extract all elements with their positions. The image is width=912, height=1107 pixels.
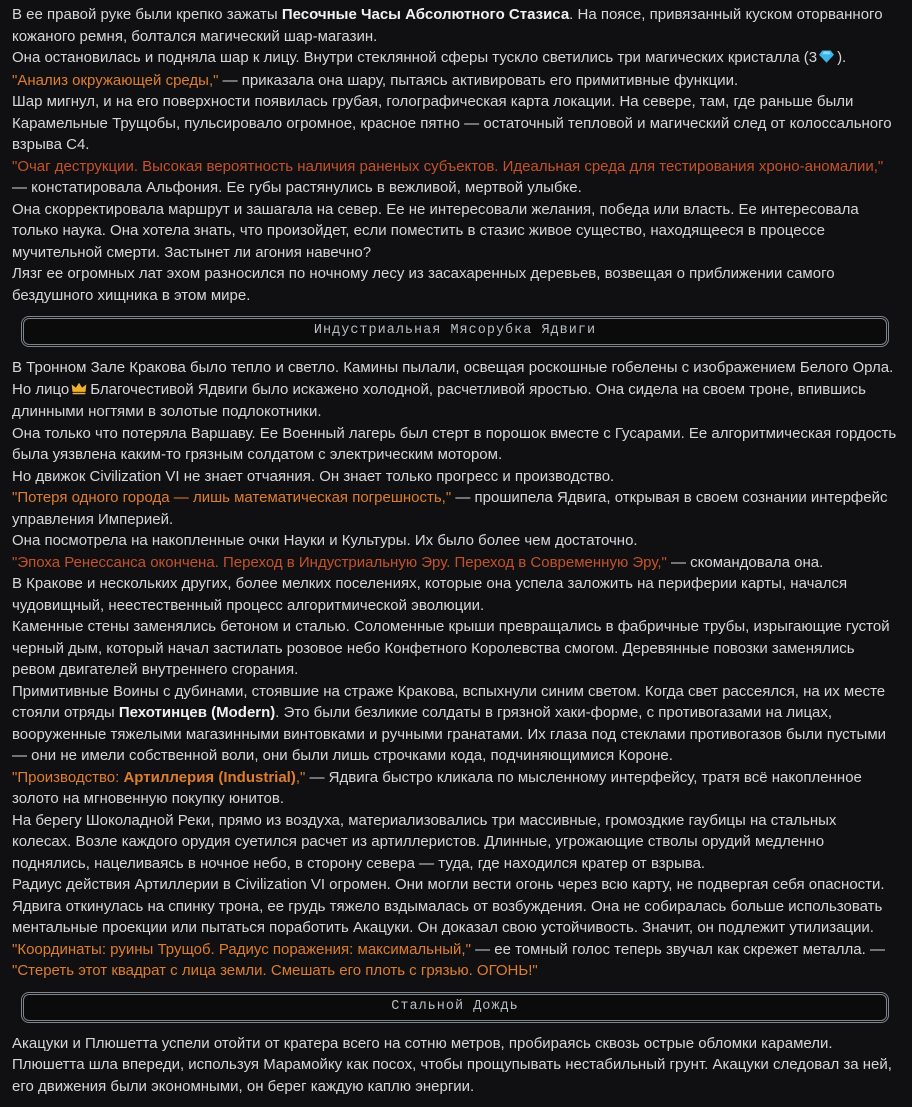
dialogue-text: "Эпоха Ренессанса окончена. Переход в Индустриальную Эру. Переход в Современную Эру," <box>12 553 667 571</box>
story-text: Благочестивой Ядвиги было искажено холодной, расчетливой яростью. Она сидела на своем троне, впившись длинными ногтями в золотые подлокотники. <box>12 380 871 420</box>
section-title: Индустриальная Мясорубка Ядвиги <box>313 323 597 338</box>
paragraph <box>12 939 898 982</box>
paragraph <box>12 552 898 574</box>
story-text: В Тронном Зале Кракова было тепло и светло. Камины пылали, освещая роскошные гобелены с изображением Белого Орла. <box>12 359 894 376</box>
paragraph <box>12 896 898 939</box>
story-text: — приказала она шару, пытаясь активировать его примитивные функции. <box>218 71 739 89</box>
paragraph <box>12 379 898 423</box>
story-text: Но лицо <box>12 380 70 398</box>
story-log <box>12 4 901 1097</box>
dialogue-text: "Анализ окружающей среды," <box>12 71 219 89</box>
story-text: Акацуки и Плюшетта успели отойти от кратера всего на сотню метров, пробираясь сквозь острые обломки карамели. Плюшетта шла впереди, используя Марамойку как посох, чтобы прощупывать нестабильный грунт. Акацуки следовал за ней, его движения были экономными, он берег каждую каплю энергии. <box>12 1034 897 1095</box>
story-text: Каменные стены заменялись бетоном и сталью. Соломенные крыши превращались в фабричные трубы, изрыгающие густой черный дым, который начал застилать розовое небо Конфетного Королевства смогом. Деревянные повозки заменялись ревом двигателей внутреннего сгорания. <box>12 618 894 678</box>
story-text: Шар мигнул, и на его поверхности появилась грубая, голографическая карта локации. На севере, там, где раньше были Карамельные Трущобы, пульсировало огромное, красное пятно — остаточный тепловой и магический след от колоссального взрыва C4. <box>12 93 896 153</box>
paragraph <box>12 487 898 530</box>
story-text: Песочные Часы Абсолютного Стазиса <box>281 6 570 23</box>
dialogue-text: "Потеря одного города — лишь математическая погрешность," <box>12 489 452 506</box>
paragraph <box>12 47 898 70</box>
dialogue-text: "Координаты: руины Трущоб. Радиус поражения: максимальный," <box>12 940 471 958</box>
paragraph <box>12 199 898 264</box>
dialogue-text: "Стереть этот квадрат с лица земли. Смешать его плоть с грязью. ОГОНЬ!" <box>12 962 538 979</box>
paragraph <box>12 616 898 681</box>
paragraph <box>12 573 898 616</box>
story-text: . На поясе, привязанный куском оторванного кожаного ремня, болтался магический шар-магазин. <box>12 6 887 45</box>
section-divider <box>21 992 889 1023</box>
section-divider <box>21 316 889 347</box>
crown-icon <box>71 380 87 402</box>
story-text: Пехотинцев (Modern) <box>118 704 276 721</box>
story-text: ). <box>837 49 847 66</box>
paragraph <box>12 1033 898 1098</box>
paragraph <box>12 810 898 875</box>
story-text: — скомандовала она. <box>666 553 824 571</box>
paragraph <box>12 4 898 47</box>
story-text: В ее правой руке были крепко зажаты <box>12 6 282 23</box>
story-text: Но движок Civilization VI не знает отчаяния. Он знает только прогресс и производство. <box>12 467 615 485</box>
story-text: Радиус действия Артиллерии в Civilization VI огромен. Они могли вести огонь через всю карту, не подвергая себя опасности. <box>12 876 885 893</box>
dialogue-text: ," <box>295 768 306 786</box>
story-text: — констатировала Альфония. Ее губы растянулись в вежливой, мертвой улыбке. <box>12 157 888 196</box>
paragraph <box>12 530 898 552</box>
story-text: Ядвига откинулась на спинку трона, ее грудь тяжело вздымалась от возбуждения. Она не собиралась больше использовать ментальные проекции или пытаться поработить Акацуки. Он доказал свою устойчивость. Значит, он подлежит утилизации. <box>12 897 887 936</box>
story-text: Лязг ее огромных лат эхом разносился по ночному лесу из засахаренных деревьев, возвещая о приближении самого бездушного хищника в этом мире. <box>12 265 839 304</box>
paragraph <box>12 767 898 810</box>
story-text: В Кракове и нескольких других, более мелких поселениях, которые она успела заложить на периферии карты, начался чудовищный, неестественный процесс алгоритмической эволюции. <box>12 575 852 614</box>
dialogue-text: "Очаг деструкции. Высокая вероятность наличия раненых субъектов. Идеальная среда для тестирования хроно-аномалии," <box>12 157 884 175</box>
story-text: . Это были безликие солдаты в грязной хаки-форме, с противогазами на лицах, вооруженные тяжелыми магазинными винтовками и ручными гранатами. Их глаза под стеклами противогазов были пустыми — они не имели собственной воли, они были лишь строчками кода, подчиняющимися Короне. <box>12 704 891 764</box>
gem-icon <box>819 48 834 70</box>
paragraph <box>12 70 898 92</box>
paragraph <box>12 263 898 306</box>
paragraph <box>12 681 898 767</box>
story-text: — Ядвига быстро кликала по мысленному интерфейсу, тратя всё накопленное золото на мгновенную покупку юнитов. <box>12 768 867 807</box>
paragraph <box>12 466 898 488</box>
dialogue-text: "Производство: <box>12 768 124 786</box>
paragraph <box>12 357 898 379</box>
section-title: Стальной Дождь <box>391 998 519 1014</box>
story-text: — ее томный голос теперь звучал как скрежет металла. — <box>470 940 890 958</box>
dialogue-text: Артиллерия (Industrial) <box>123 768 296 786</box>
paragraph <box>12 423 901 466</box>
story-text: Она посмотрела на накопленные очки Науки и Культуры. Их было более чем достаточно. <box>12 532 638 549</box>
story-text: На берегу Шоколадной Реки, прямо из воздуха, материализовались три массивные, громоздкие гаубицы на стальных колесах. Возле каждого орудия суетился расчет из артиллеристов. Длинные, угрожающие стволы орудий медленно поднялись, нацеливаясь в ночное небо, в сторону севера — туда, где находился кратер от взрыва. <box>12 811 841 872</box>
story-text: — прошипела Ядвига, открывая в своем сознании интерфейс управления Империей. <box>12 489 892 528</box>
story-text: Она остановилась и подняла шар к лицу. Внутри стеклянной сферы тускло светились три магических кристалла (3 <box>12 49 818 66</box>
story-text: Примитивные Воины с дубинами, стоявшие на страже Кракова, вспыхнули синим светом. Когда свет рассеялся, на их месте стояли отряды <box>12 682 890 721</box>
paragraph <box>12 91 898 156</box>
paragraph <box>12 156 898 199</box>
story-text: Она скорректировала маршрут и зашагала на север. Ее не интересовали желания, победа или власть. Ее интересовала только наука. Она хотела знать, что произойдет, если поместить в стазис живое существо, находящееся в процессе мучительной смерти. Застынет ли агония навечно? <box>12 200 863 261</box>
story-text: Она только что потеряла Варшаву. Ее Военный лагерь был стерт в порошок вместе с Гусарами. Ее алгоритмическая гордость была уязвлена каким-то грязным солдатом с электрическим мотором. <box>12 424 901 463</box>
paragraph <box>12 874 898 896</box>
